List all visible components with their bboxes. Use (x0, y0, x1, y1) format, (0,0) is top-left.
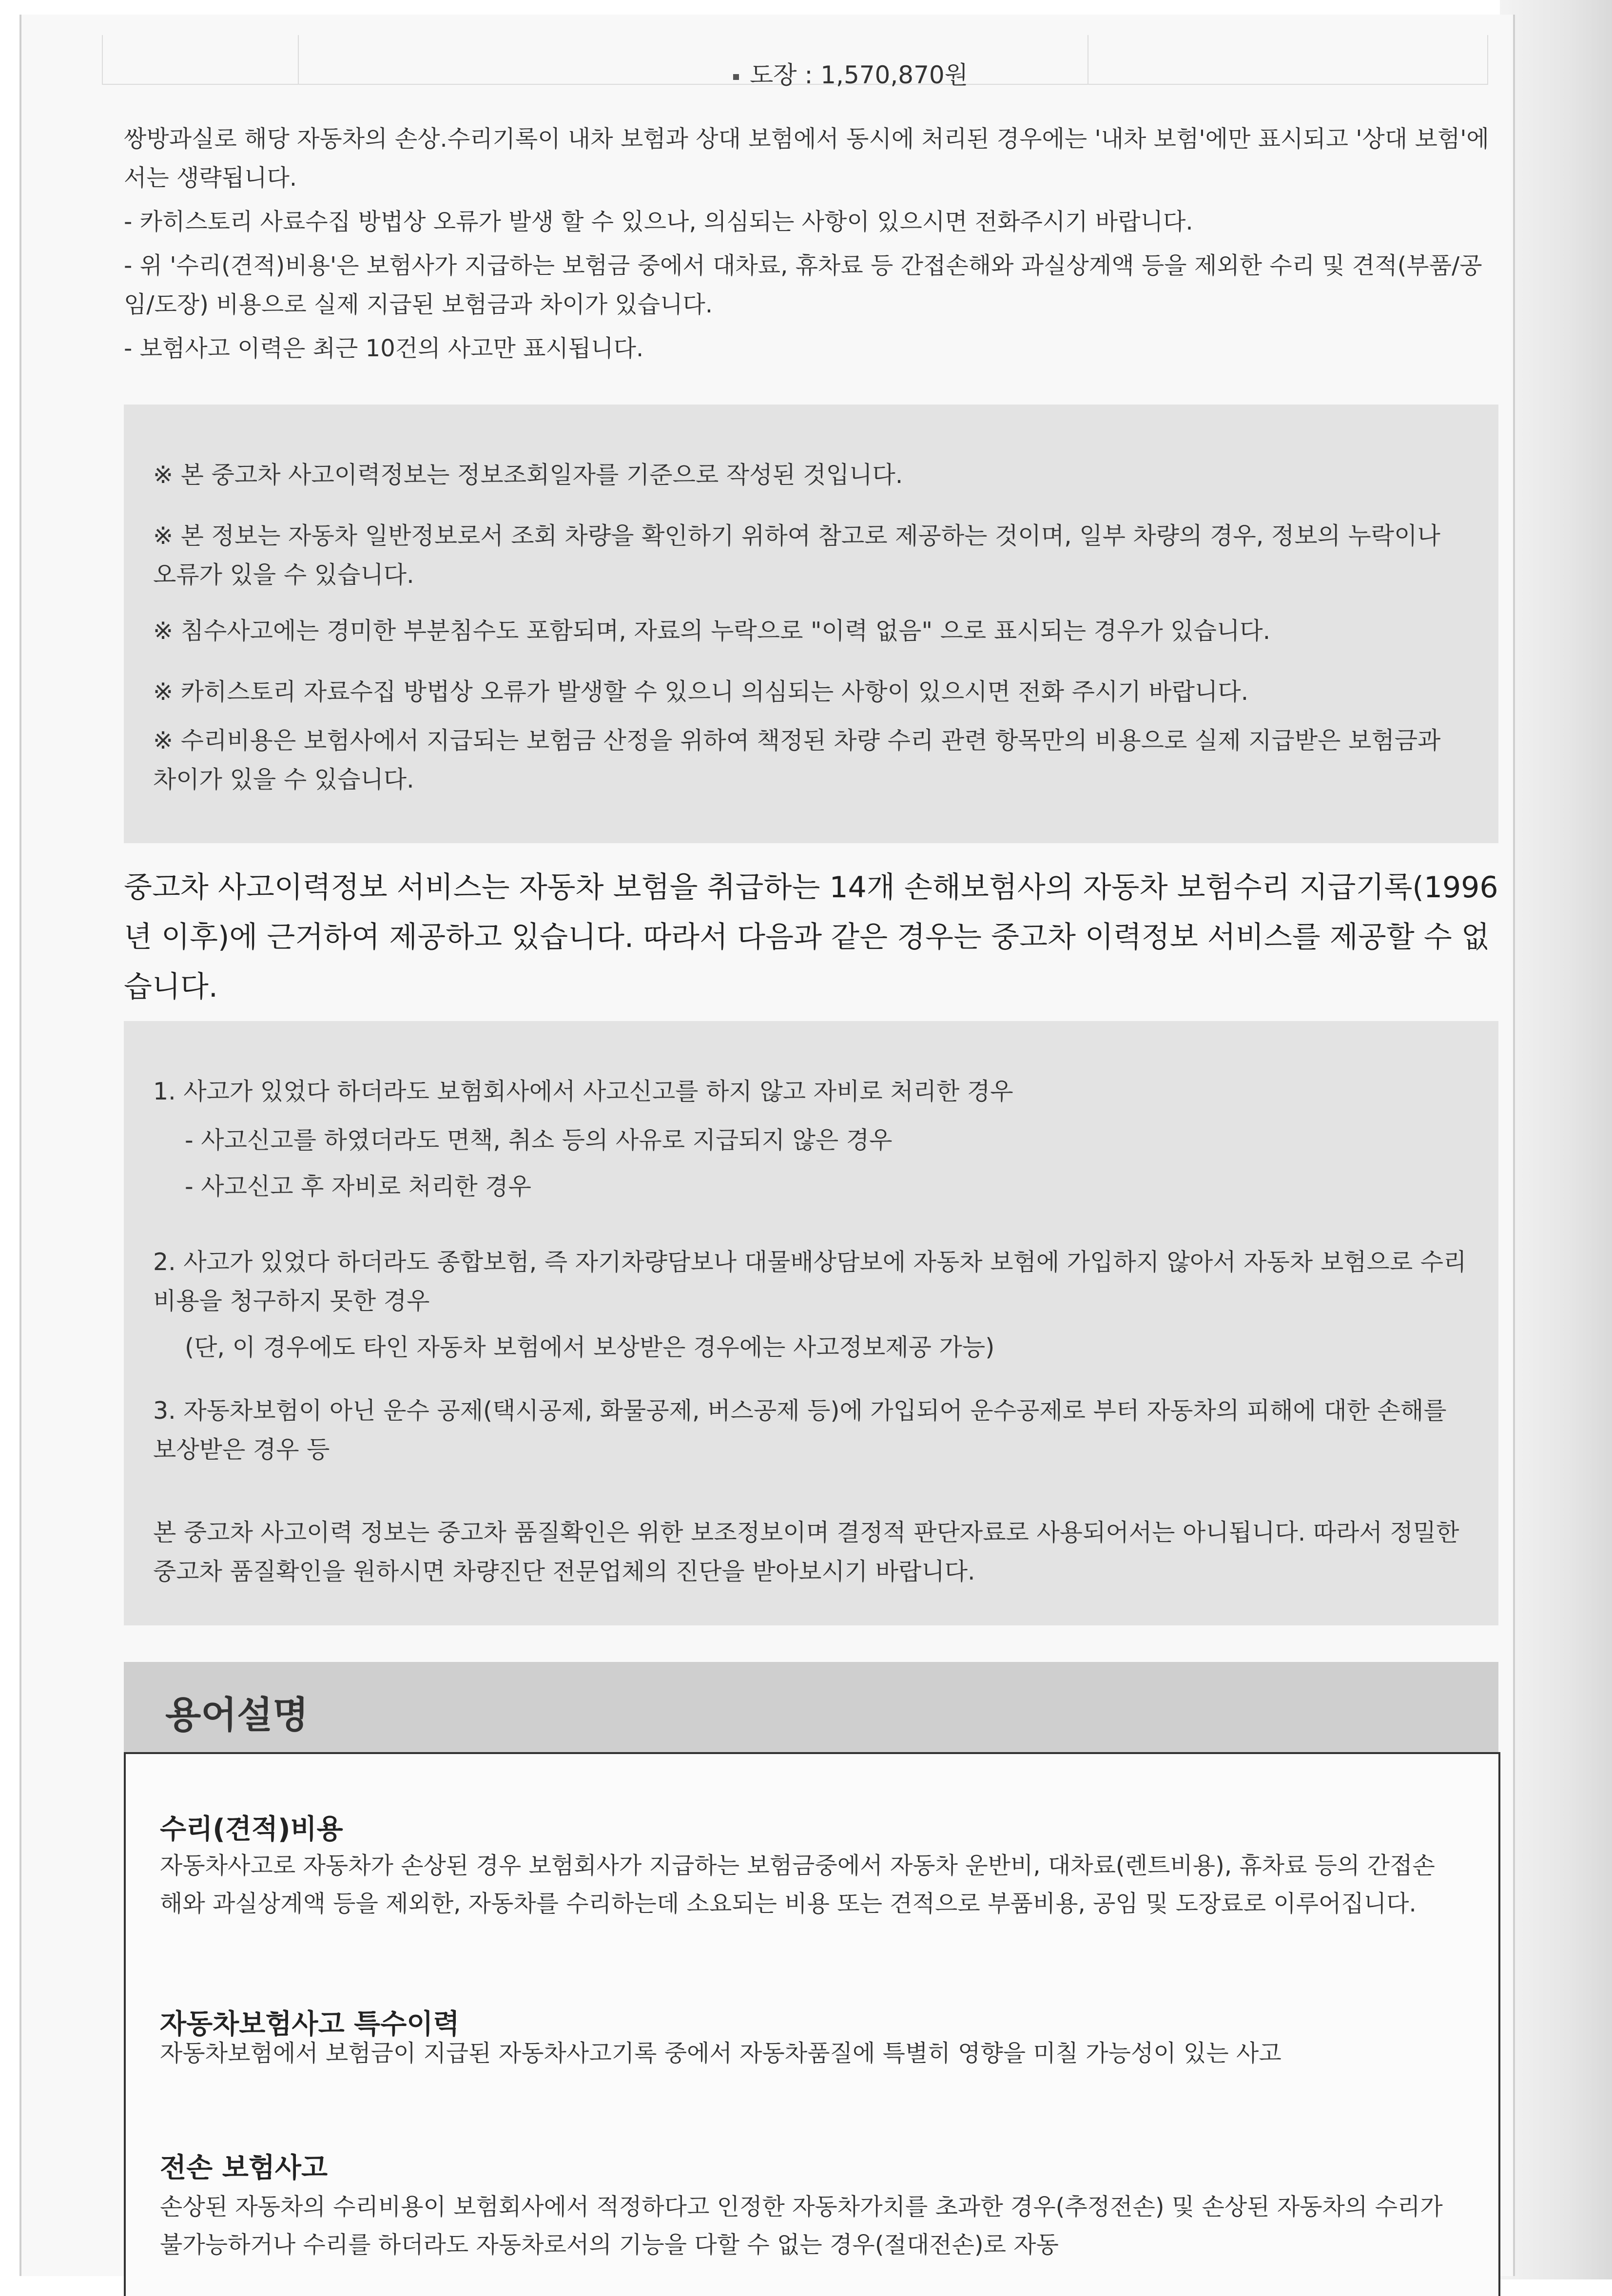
service-intro: 중고차 사고이력정보 서비스는 자동차 보험을 취급하는 14개 손해보험사의 자동차 보험수리 지급기록(1996년 이후)에 근거하여 제공하고 있습니다. 따라서 다음과 같은 경우는 중고차 이력정보 서비스를 제공할 수 없습니다. (124, 870, 1498, 1004)
term-special-history: 자동차보험사고 특수이력 (160, 2008, 460, 2040)
note-dual-fault: 쌍방과실로 해당 자동차의 손상.수리기록이 내차 보험과 상대 보험에서 동시에 처리된 경우에는 '내차 보험'에만 표시되고 '상대 보험'에서는 생략됩니다. (124, 125, 1489, 192)
term-special-history-desc: 자동차보험에서 보험금이 지급된 자동차사고기록 중에서 자동차품질에 특별히 영향을 미칠 가능성이 있는 사고 (160, 2040, 1282, 2067)
disclaimer-item: ※ 침수사고에는 경미한 부분침수도 포함되며, 자료의 누락으로 "이력 없음" 으로 표시되는 경우가 있습니다. (153, 617, 1271, 645)
note-history-limit: - 보험사고 이력은 최근 10건의 사고만 표시됩니다. (124, 335, 644, 362)
glossary-box (124, 1752, 1500, 2296)
glossary-heading-bar (124, 1662, 1498, 1752)
case-2: 2. 사고가 있었다 하더라도 종합보험, 즉 자기차량담보나 대물배상담보에 자동차 보험에 가입하지 않아서 자동차 보험으로 수리비용을 청구하지 못한 경우 (153, 1248, 1467, 1315)
term-repair-cost-desc: 자동차사고로 자동차가 손상된 경우 보험회사가 지급하는 보험금중에서 자동차 운반비, 대차료(렌트비용), 휴차료 등의 간접손해와 과실상계액 등을 제외한, 자동차를 수리하는데 소요되는 비용 또는 견적으로 부품비용, 공임 및 도장료로 이루어집니다. (160, 1852, 1435, 1917)
disclaimer-item: ※ 카히스토리 자료수집 방법상 오류가 발생할 수 있으니 의심되는 사항이 있으시면 전화 주시기 바랍니다. (153, 678, 1249, 706)
case-1-sub-2: - 사고신고 후 자비로 처리한 경우 (185, 1173, 531, 1200)
closing-note: 본 중고차 사고이력 정보는 중고차 품질확인은 위한 보조정보이며 결정적 판단자료로 사용되어서는 아니됩니다. 따라서 정밀한 중고차 품질확인을 원하시면 차량진단 전문업체의 진단을 받아보시기 바랍니다. (153, 1519, 1459, 1585)
term-repair-cost: 수리(견적)비용 (160, 1814, 343, 1845)
disclaimer-box (124, 405, 1498, 843)
note-repair-cost: - 위 '수리(견적)비용'은 보험사가 지급하는 보험금 중에서 대차료, 휴차료 등 간접손해와 과실상계액 등을 제외한 수리 및 견적(부품/공임/도장) 비용으로 실제 지급된 보험금과 차이가 있습니다. (124, 252, 1482, 318)
table-cell-divider (298, 35, 299, 84)
glossary-heading: 용어설명 (165, 1693, 309, 1736)
case-1: 1. 사고가 있었다 하더라도 보험회사에서 사고신고를 하지 않고 자비로 처리한 경우 (153, 1078, 1013, 1105)
exclusion-cases-box (124, 1021, 1498, 1625)
case-1-sub-1: - 사고신고를 하였더라도 면책, 취소 등의 사유로 지급되지 않은 경우 (185, 1126, 893, 1154)
disclaimer-item: ※ 본 정보는 자동차 일반정보로서 조회 차량을 확인하기 위하여 참고로 제공하는 것이며, 일부 차량의 경우, 정보의 누락이나 오류가 있을 수 있습니다. (153, 522, 1440, 589)
bullet-square-icon (733, 74, 739, 80)
case-2-sub: (단, 이 경우에도 타인 자동차 보험에서 보상받은 경우에는 사고정보제공 가능) (185, 1333, 995, 1361)
term-total-loss: 전손 보험사고 (160, 2152, 328, 2184)
disclaimer-item: ※ 본 중고차 사고이력정보는 정보조회일자를 기준으로 작성된 것입니다. (153, 461, 903, 489)
case-3: 3. 자동차보험이 아닌 운수 공제(택시공제, 화물공제, 버스공제 등)에 가입되어 운수공제로 부터 자동차의 피해에 대한 손해를 보상받은 경우 등 (153, 1397, 1447, 1464)
term-total-loss-desc: 손상된 자동차의 수리비용이 보험회사에서 적정하다고 인정한 자동차가치를 초과한 경우(추정전손) 및 손상된 자동차의 수리가 불가능하거나 수리를 하더라도 자동차로서의 기능을 다할 수 없는 경우(절대전손)로 자동 (160, 2193, 1443, 2258)
disclaimer-item: ※ 수리비용은 보험사에서 지급되는 보험금 산정을 위하여 책정된 차량 수리 관련 항목만의 비용으로 실제 지급받은 보험금과 차이가 있을 수 있습니다. (153, 727, 1441, 793)
document-page (19, 15, 1515, 2276)
paint-cost-line: 도장 : 1,570,870원 (733, 56, 968, 91)
note-data-error: - 카히스토리 사료수집 방법상 오류가 발생 할 수 있으나, 의심되는 사항이 있으시면 전화주시기 바랍니다. (124, 208, 1193, 235)
scan-edge-shadow (1500, 0, 1612, 2279)
